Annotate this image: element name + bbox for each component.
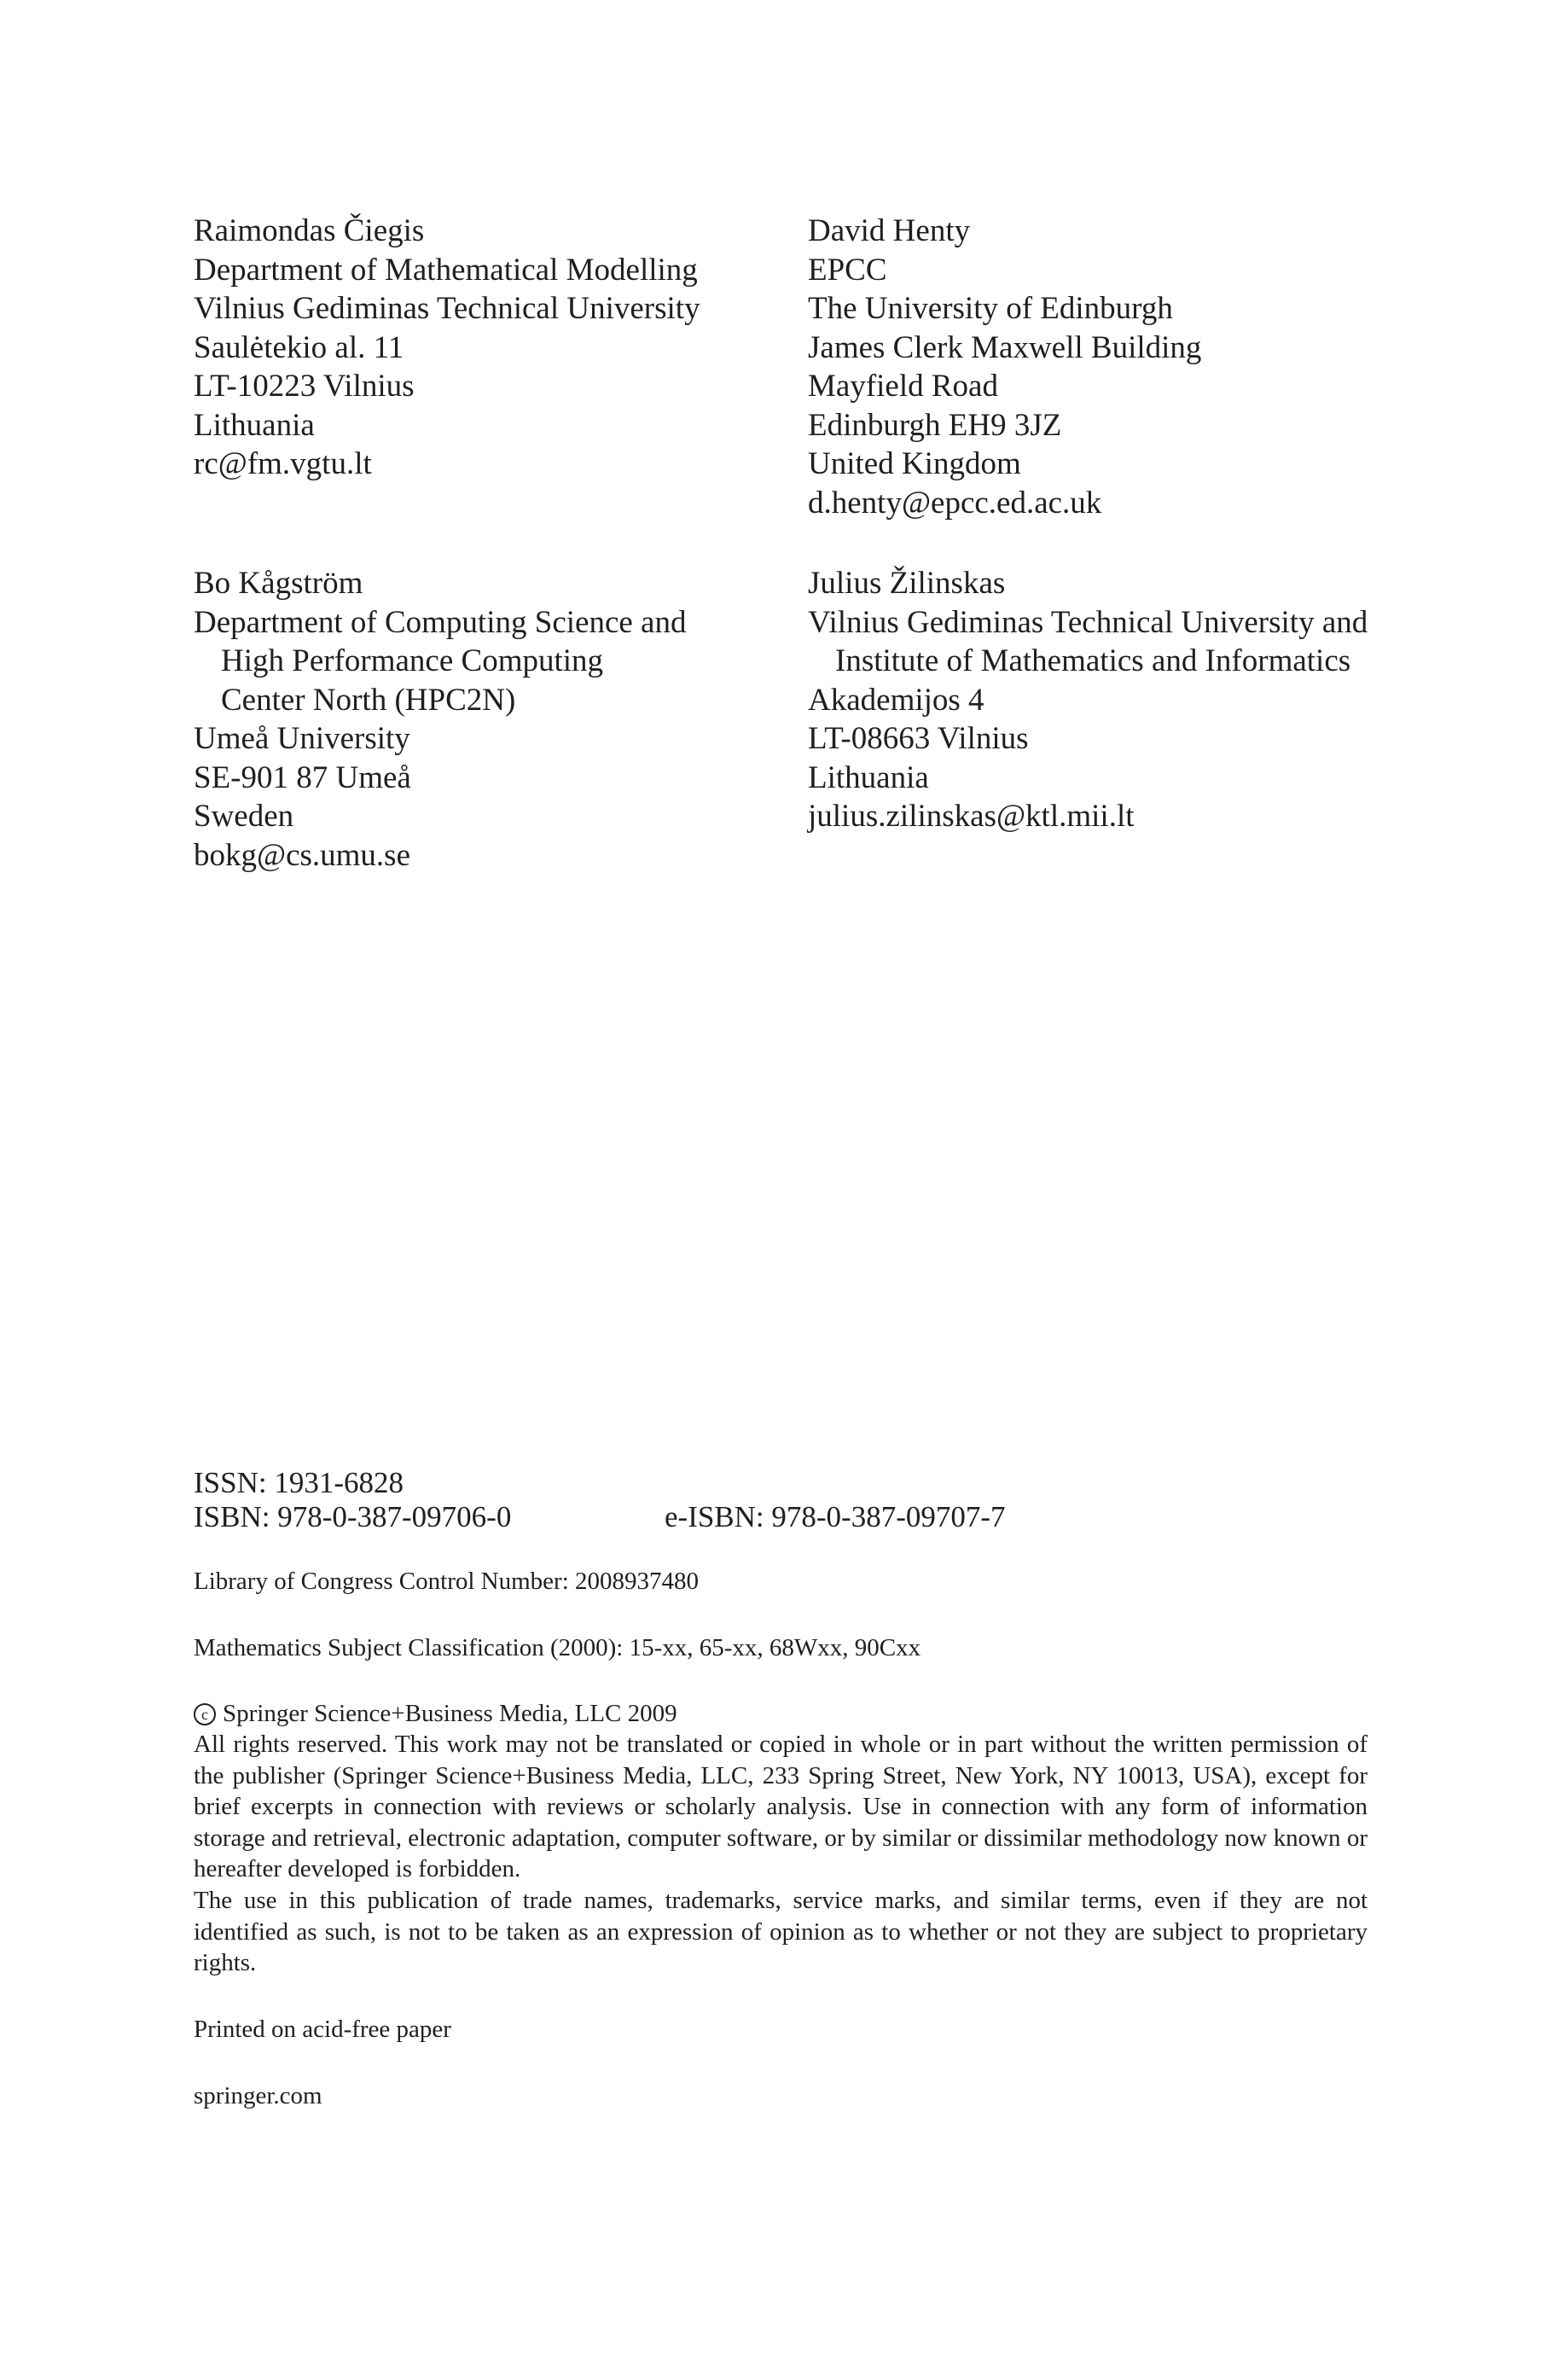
author-address-zilinskas bbox=[808, 564, 1422, 836]
e-isbn: e-ISBN: 978-0-387-09707-7 bbox=[665, 1500, 1006, 1533]
copyright-line bbox=[194, 1698, 677, 1729]
subject-classification: Mathematics Subject Classification (2000): 15-xx, 65-xx, 68Wxx, 90Cxx bbox=[194, 1634, 921, 1661]
author-email: julius.zilinskas@ktl.mii.lt bbox=[808, 799, 1135, 834]
address-line: High Performance Computing bbox=[221, 643, 604, 678]
author-email: bokg@cs.umu.se bbox=[194, 837, 410, 873]
address-line: SE-901 87 Umeå bbox=[194, 759, 411, 795]
author-address-kagstrom bbox=[194, 564, 808, 875]
author-name: Bo Kågström bbox=[194, 566, 363, 601]
address-line: Saulėtekio al. 11 bbox=[194, 329, 404, 365]
address-line: Edinburgh EH9 3JZ bbox=[808, 407, 1062, 443]
printed-note: Printed on acid-free paper bbox=[194, 2016, 451, 2043]
publisher-website: springer.com bbox=[194, 2082, 322, 2109]
copyright-holder: Springer Science+Business Media, LLC 2009 bbox=[223, 1700, 677, 1727]
author-email: d.henty@epcc.ed.ac.uk bbox=[808, 485, 1102, 521]
library-of-congress-number: Library of Congress Control Number: 2008937480 bbox=[194, 1568, 700, 1595]
author-name: David Henty bbox=[808, 213, 971, 248]
address-line: Vilnius Gediminas Technical University bbox=[194, 291, 700, 326]
address-line: Department of Computing Science and bbox=[194, 604, 687, 640]
trademark-statement: The use in this publication of trade names, trademarks, service marks, and similar terms, even if they are not identified as such, is not to be taken as an expression of opinion as to whether or not they are subject to proprietary rights. bbox=[194, 1887, 1368, 1976]
address-line: Vilnius Gediminas Technical University and bbox=[808, 604, 1368, 640]
address-line: Sweden bbox=[194, 799, 294, 834]
address-line: United Kingdom bbox=[808, 446, 1021, 481]
author-address-ciegis bbox=[194, 212, 808, 484]
address-line: Department of Mathematical Modelling bbox=[194, 252, 698, 288]
address-line: Lithuania bbox=[194, 407, 315, 443]
isbn: ISBN: 978-0-387-09706-0 bbox=[194, 1500, 512, 1533]
address-line: EPCC bbox=[808, 252, 887, 288]
author-address-henty bbox=[808, 212, 1422, 522]
address-line: LT-08663 Vilnius bbox=[808, 721, 1029, 756]
address-line: Akademijos 4 bbox=[808, 682, 984, 718]
address-line: LT-10223 Vilnius bbox=[194, 369, 415, 404]
issn: ISSN: 1931-6828 bbox=[194, 1466, 404, 1499]
address-line: James Clerk Maxwell Building bbox=[808, 329, 1202, 365]
address-line: Institute of Mathematics and Informatics bbox=[835, 643, 1351, 678]
author-name: Raimondas Čiegis bbox=[194, 213, 425, 248]
address-line: Center North (HPC2N) bbox=[221, 682, 516, 718]
address-line: Umeå University bbox=[194, 721, 410, 756]
author-email: rc@fm.vgtu.lt bbox=[194, 446, 372, 481]
address-line: Mayfield Road bbox=[808, 369, 998, 404]
address-line: Lithuania bbox=[808, 759, 929, 795]
copyright-icon: c bbox=[194, 1703, 216, 1725]
isbn-row bbox=[194, 1500, 1006, 1534]
address-line: The University of Edinburgh bbox=[808, 291, 1173, 326]
rights-statement: All rights reserved. This work may not be translated or copied in whole or in part without the written permission of the publisher (Springer Science+Business Media, LLC, 233 Spring Street, New York, NY 10013, USA), except for brief excerpts in connection with reviews or scholarly analysis. Use in connection with any form of information storage and retrieval, electronic adaptation, computer software, or by similar or dissimilar methodology now known or hereafter developed is forbidden. bbox=[194, 1731, 1368, 1882]
author-name: Julius Žilinskas bbox=[808, 566, 1006, 601]
